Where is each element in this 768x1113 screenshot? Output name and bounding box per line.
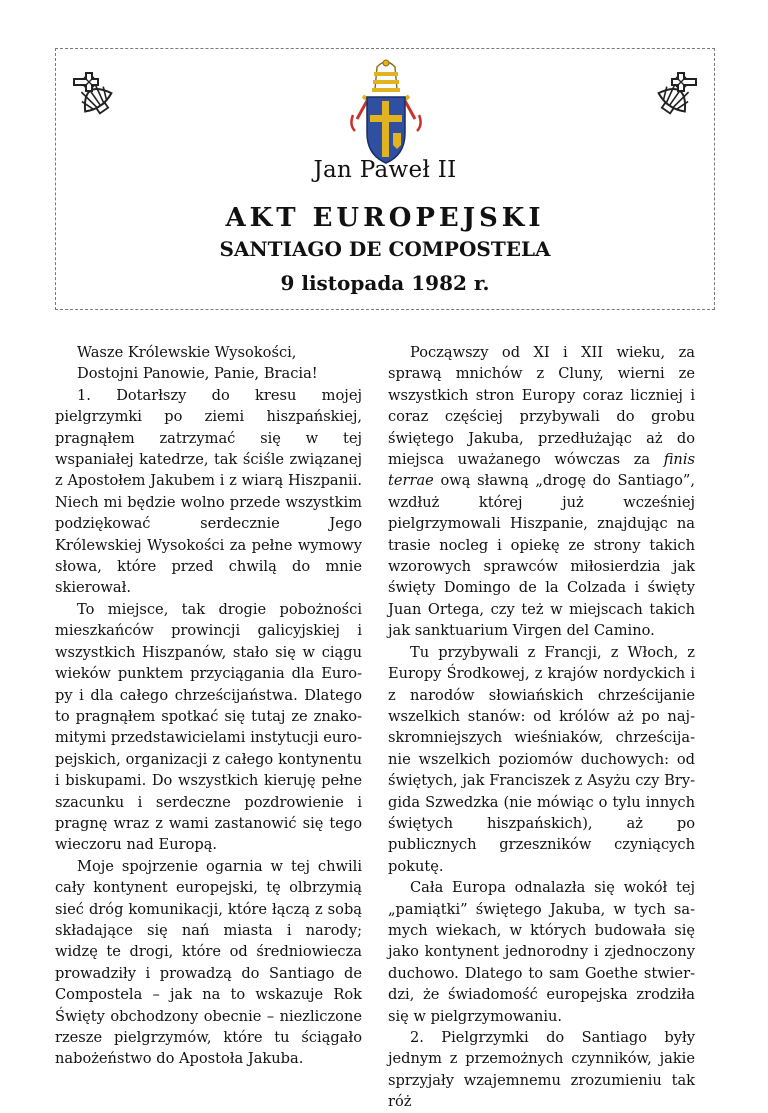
paragraph bbox=[388, 342, 695, 642]
right-column bbox=[388, 342, 695, 1113]
document-subtitle: SANTIAGO DE COMPOSTELA bbox=[219, 237, 551, 261]
author-name: Jan Paweł II bbox=[313, 157, 457, 183]
paragraph: 2. Pielgrzymki do Santiago były jednym z przemożnych czynników, jakie sprzyjały wzajemnemu zrozumieniu tak róż bbox=[388, 1029, 695, 1111]
paragraph-text: Począwszy od XI i XII wieku, za sprawą mnichów z Cluny, wierni ze wszystkich stron Europy coraz liczniej i coraz częściej przybywali do grobu świętego Jakuba, przedłużając aż do miejsca uważanego wówczas za bbox=[388, 344, 695, 469]
salutation-line-1: Wasze Królewskie Wysokości, bbox=[77, 344, 297, 361]
paragraph: To miejsce, tak drogie pobożności mieszkańców prowincji galicyjskiej i wszystkich Hiszpanów, stało się w ciągu wieków punktem przyciągania dla Europy i dla całego chrześcijaństwa. Dlatego to pragnąłem spotkać się tutaj ze znakomitymi przedstawicielami instytucji europejskich, organizacji z całego kontynentu i biskupami. Do wszystkich kieruję pełne szacunku i serdeczne pozdrowienie i pragnę wraz z wami zastanowić się tego wieczoru nad Europą. bbox=[55, 600, 362, 854]
paragraph-text: ową sławną „drogę do Santiago”, wzdłuż której już wcześniej pielgrzymowali Hiszpanie, znajdując na trasie nocleg i opiekę ze strony takich wzorowych sprawców miłosierdzia jak święty Domingo de la Colzada i święty Juan Ortega, czy też w miejscach takich jak sanktuarium Virgen del Camino. bbox=[388, 472, 695, 640]
document-date: 9 listopada 1982 r. bbox=[280, 271, 490, 295]
paragraph: Tu przybywali z Francji, z Włoch, z Europy Środkowej, z krajów nordyckich i z narodów słowiańskich chrześcijanie wszelkich stanów: od królów aż po najskromniejszych wieśniaków, chrześcijanie wszelkich poziomów duchowych: od świętych, jak Franciszek z Asyżu czy Brygida Szwedzka (nie mówiąc o tylu innych świętych hiszpańskich), aż po publicznych grzeszników czyniących pokutę. bbox=[388, 643, 695, 875]
paragraph: 1. Dotarłszy do kresu mojej pielgrzymki po ziemi hiszpańskiej, pragnąłem zatrzymać się w tej wspaniałej katedrze, tak ściśle związanej z Apostołem Jakubem i z wiarą Hiszpanii. Niech mi będzie wolno przede wszystkim podziękować serdecznie Jego Królewskiej Wysokości za pełne wymowy słowa, które przed chwilą do mnie skierował. bbox=[55, 386, 362, 597]
scallop-shell-cross-emblem-left-icon bbox=[66, 69, 126, 129]
paragraph: Moje spojrzenie ogarnia w tej chwili cały kontynent europejski, tę olbrzymią sieć dróg komunikacji, które łączą z sobą składające się nań miasta i narody; widzę te drogi, które od średniowiecza prowadziły i prowadzą do Santiago de Compostela – jak na to wskazuje Rok Święty obchodzony obecnie – niezliczone rzesze pielgrzymów, które tu ściągało nabożeństwo do Apostoła Jakuba. bbox=[55, 857, 362, 1068]
salutation-line-2: Dostojni Panowie, Panie, Bracia! bbox=[77, 365, 318, 383]
header-frame bbox=[55, 48, 715, 310]
scallop-shell-cross-emblem-right-icon bbox=[644, 69, 704, 129]
italic-phrase: finis terrae bbox=[388, 451, 695, 490]
left-column bbox=[55, 342, 362, 1070]
papal-coat-of-arms-icon bbox=[345, 59, 427, 167]
document-title: AKT EUROPEJSKI bbox=[225, 203, 545, 233]
paragraph: Cała Europa odnalazła się wokół tej „pamiątki” świętego Jakuba, w tych samych wiekach, w których budowała się jako kontynent jednorodny i zjednoczony duchowo. Dlatego to sam Goethe stwierdzi, że świadomość europejska zrodziła się w pielgrzymowaniu. bbox=[388, 879, 695, 1025]
